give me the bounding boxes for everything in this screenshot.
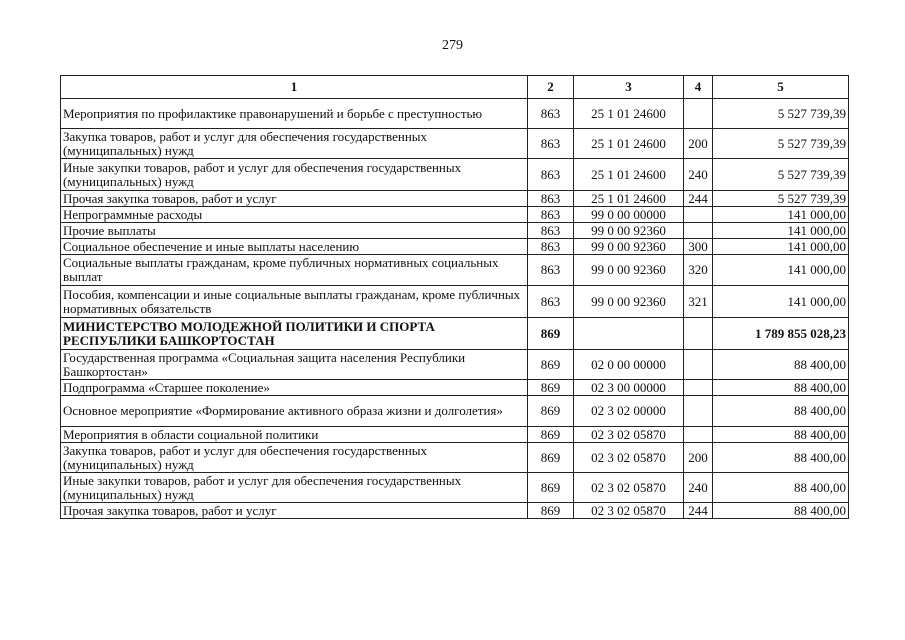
row-expense-type-cell [684,350,713,380]
row-code-cell: 863 [528,129,574,159]
row-code-cell: 869 [528,380,574,396]
row-name-cell: Непрограммные расходы [61,207,528,223]
table-row [61,129,849,159]
row-code-cell: 863 [528,207,574,223]
row-expense-type-cell [684,318,713,350]
row-name-cell: Подпрограмма «Старшее поколение» [61,380,528,396]
row-name-cell: Иные закупки товаров, работ и услуг для обеспечения государственных (муниципальных) нужд [61,473,528,503]
table-header-row [61,76,849,99]
row-amount-cell: 141 000,00 [713,286,849,318]
row-expense-type-cell: 320 [684,255,713,286]
row-target-article-cell [574,318,684,350]
row-amount-cell: 88 400,00 [713,427,849,443]
row-name-cell: Пособия, компенсации и иные социальные выплаты гражданам, кроме публичных нормативных обязательств [61,286,528,318]
row-target-article-cell: 02 0 00 00000 [574,350,684,380]
row-target-article-cell: 02 3 02 05870 [574,503,684,519]
row-expense-type-cell: 200 [684,443,713,473]
page-number: 279 [442,38,463,53]
table-row [61,350,849,380]
row-amount-cell: 141 000,00 [713,223,849,239]
row-name-cell: Социальные выплаты гражданам, кроме публичных нормативных социальных выплат [61,255,528,286]
row-code-cell: 869 [528,443,574,473]
table-row [61,473,849,503]
table-row [61,503,849,519]
row-amount-cell: 88 400,00 [713,443,849,473]
row-amount-cell: 88 400,00 [713,380,849,396]
row-code-cell: 863 [528,99,574,129]
table-row [61,99,849,129]
row-name-cell: Социальное обеспечение и иные выплаты населению [61,239,528,255]
row-amount-cell: 5 527 739,39 [713,191,849,207]
row-code-cell: 863 [528,239,574,255]
row-name-cell: МИНИСТЕРСТВО МОЛОДЕЖНОЙ ПОЛИТИКИ И СПОРТА РЕСПУБЛИКИ БАШКОРТОСТАН [61,318,528,350]
row-target-article-cell: 02 3 02 00000 [574,396,684,427]
row-name-cell: Основное мероприятие «Формирование активного образа жизни и долголетия» [61,396,528,427]
table-row [61,207,849,223]
row-name-cell: Мероприятия по профилактике правонарушений и борьбе с преступностью [61,99,528,129]
row-target-article-cell: 99 0 00 92360 [574,223,684,239]
header-col-1: 1 [61,76,528,99]
row-expense-type-cell: 321 [684,286,713,318]
row-name-cell: Закупка товаров, работ и услуг для обеспечения государственных (муниципальных) нужд [61,129,528,159]
table-row [61,159,849,191]
row-target-article-cell: 99 0 00 92360 [574,239,684,255]
row-amount-cell: 141 000,00 [713,255,849,286]
row-expense-type-cell: 300 [684,239,713,255]
row-target-article-cell: 02 3 02 05870 [574,473,684,503]
row-amount-cell: 5 527 739,39 [713,159,849,191]
budget-table [60,75,849,519]
row-name-cell: Прочая закупка товаров, работ и услуг [61,503,528,519]
table-row [61,191,849,207]
row-target-article-cell: 99 0 00 92360 [574,255,684,286]
row-code-cell: 863 [528,223,574,239]
row-expense-type-cell: 200 [684,129,713,159]
header-col-3: 3 [574,76,684,99]
row-code-cell: 869 [528,350,574,380]
row-amount-cell: 1 789 855 028,23 [713,318,849,350]
table-row [61,223,849,239]
row-target-article-cell: 02 3 00 00000 [574,380,684,396]
row-amount-cell: 5 527 739,39 [713,129,849,159]
row-name-cell: Прочие выплаты [61,223,528,239]
row-code-cell: 869 [528,503,574,519]
row-code-cell: 869 [528,427,574,443]
row-target-article-cell: 99 0 00 92360 [574,286,684,318]
row-name-cell: Закупка товаров, работ и услуг для обеспечения государственных (муниципальных) нужд [61,443,528,473]
table-row [61,286,849,318]
row-target-article-cell: 25 1 01 24600 [574,159,684,191]
table-row [61,427,849,443]
table-row [61,396,849,427]
row-code-cell: 863 [528,286,574,318]
row-amount-cell: 141 000,00 [713,239,849,255]
row-target-article-cell: 02 3 02 05870 [574,443,684,473]
row-target-article-cell: 99 0 00 00000 [574,207,684,223]
row-amount-cell: 88 400,00 [713,503,849,519]
row-expense-type-cell [684,223,713,239]
row-expense-type-cell [684,207,713,223]
row-target-article-cell: 25 1 01 24600 [574,129,684,159]
table-row [61,318,849,350]
row-amount-cell: 88 400,00 [713,473,849,503]
row-expense-type-cell: 240 [684,159,713,191]
row-expense-type-cell [684,427,713,443]
row-target-article-cell: 25 1 01 24600 [574,191,684,207]
row-code-cell: 863 [528,191,574,207]
row-amount-cell: 141 000,00 [713,207,849,223]
header-col-4: 4 [684,76,713,99]
row-code-cell: 869 [528,396,574,427]
row-name-cell: Мероприятия в области социальной политики [61,427,528,443]
row-expense-type-cell: 244 [684,503,713,519]
header-col-2: 2 [528,76,574,99]
row-name-cell: Прочая закупка товаров, работ и услуг [61,191,528,207]
row-code-cell: 863 [528,255,574,286]
row-expense-type-cell [684,99,713,129]
row-name-cell: Иные закупки товаров, работ и услуг для обеспечения государственных (муниципальных) нужд [61,159,528,191]
row-code-cell: 869 [528,318,574,350]
row-expense-type-cell: 244 [684,191,713,207]
table-row [61,443,849,473]
row-code-cell: 869 [528,473,574,503]
row-expense-type-cell [684,396,713,427]
row-code-cell: 863 [528,159,574,191]
row-target-article-cell: 02 3 02 05870 [574,427,684,443]
table-body [61,99,849,519]
row-name-cell: Государственная программа «Социальная защита населения Республики Башкортостан» [61,350,528,380]
row-amount-cell: 88 400,00 [713,396,849,427]
row-target-article-cell: 25 1 01 24600 [574,99,684,129]
table-row [61,255,849,286]
row-expense-type-cell: 240 [684,473,713,503]
row-amount-cell: 88 400,00 [713,350,849,380]
table-row [61,380,849,396]
header-col-5: 5 [713,76,849,99]
row-amount-cell: 5 527 739,39 [713,99,849,129]
table-row [61,239,849,255]
row-expense-type-cell [684,380,713,396]
